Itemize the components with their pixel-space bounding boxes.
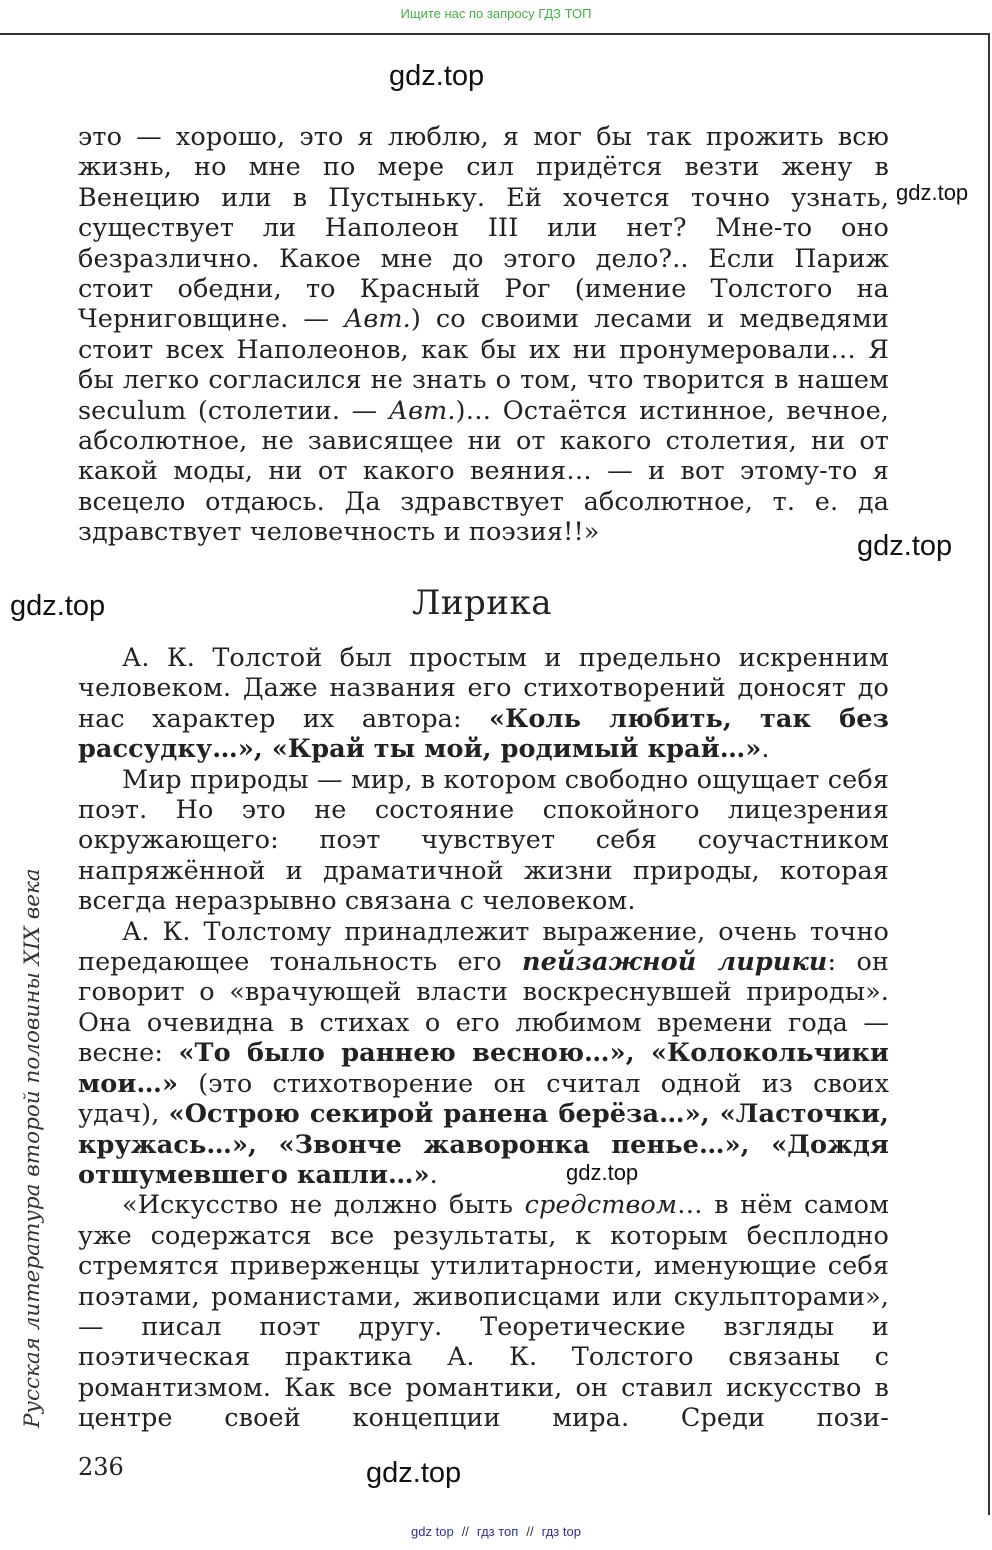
paragraph: Мир природы — мир, в котором свободно ощущает себя поэт. Но это не состояние спокойного лицезрения окружающего: поэт чувствует себя соучастником напряжённой и драматичной жизни природы, которая всегда неразрывно связана с человеком. [78,764,889,917]
watermark: gdz.top [366,1457,462,1489]
quote-paragraph: это — хорошо, это я люблю, я мог бы так прожить всю жизнь, но мне по мере сил придётся везти жену в Венецию или в Пустыньку. Ей хочется точно узнать, существует ли Наполеон III или нет? Мне-то оно безразлично. Какое мне до этого дело?.. Если Париж стоит обедни, то Красный Рог (имение Толстого на Черниговщине. — Авт.) со своими лесами и медведями стоит всех Наполеонов, как бы их ни пронумеровали… Я бы легко согласился не знать о том, что творится в нашем seculum (столетии. — Авт.)… Остаётся истинное, вечное, абсолютное, не зависящее ни от какого столетия, ни от какой моды, ни от какого веяния… — и вот этому-то я всецело отдаюсь. Да здравствует абсолютное, т. е. да здравствует человечность и поэзия!!» [78,122,889,548]
watermark: gdz.top [566,1160,639,1185]
watermark: gdz.top [896,180,969,205]
bottom-link[interactable]: гдз top [541,1524,581,1539]
watermark: gdz.top [857,530,953,562]
watermark: gdz.top [10,590,106,622]
bottom-link[interactable]: гдз топ [476,1524,519,1539]
top-banner[interactable]: Ищите нас по запросу ГДЗ ТОП [400,6,592,21]
side-running-title: Русская литература второй половины XIX века [20,868,45,1428]
paragraph: А. К. Толстому принадлежит выражение, очень точно передающее тональность его пейзажной лирики: он говорит о «врачующей власти воскреснувшей природы». Она очевидна в стихах о его любимом времени года — весне: «То было раннею весною…», «Колокольчики мои…» (это стихотворение он считал одной из своих удач), «Острою секирой ранена берёза…», «Ласточки, кружась…», «Звонче жаворонка пенье…», «Дождя отшумевшего капли…». [78,916,889,1190]
bottom-links [0,1524,992,1539]
quote-block [78,122,889,548]
section-heading: Лирика [412,583,552,623]
separator: // [461,1524,469,1539]
watermark: gdz.top [389,60,485,92]
lyric-section [78,643,889,1434]
page-number: 236 [78,1453,124,1481]
paragraph: А. К. Толстой был простым и предельно искренним человеком. Даже названия его стихотворений доносят до нас характер их автора: «Коль любить, так без рассудку…», «Край ты мой, родимый край…». [78,643,889,765]
bottom-link[interactable]: gdz top [411,1524,454,1539]
paragraph: «Искусство не должно быть средством… в нём самом уже содержатся все результаты, к которым бесплодно стремятся приверженцы утилитарности, именующие себя поэтами, романистами, живописцами или скульпторами», — писал поэт другу. Теоретические взгляды и поэтическая практика А. К. Толстого связаны с романтизмом. Как все романтики, он ставил искусство в центре своей концепции мира. Среди пози- [78,1190,890,1434]
separator: // [526,1524,534,1539]
